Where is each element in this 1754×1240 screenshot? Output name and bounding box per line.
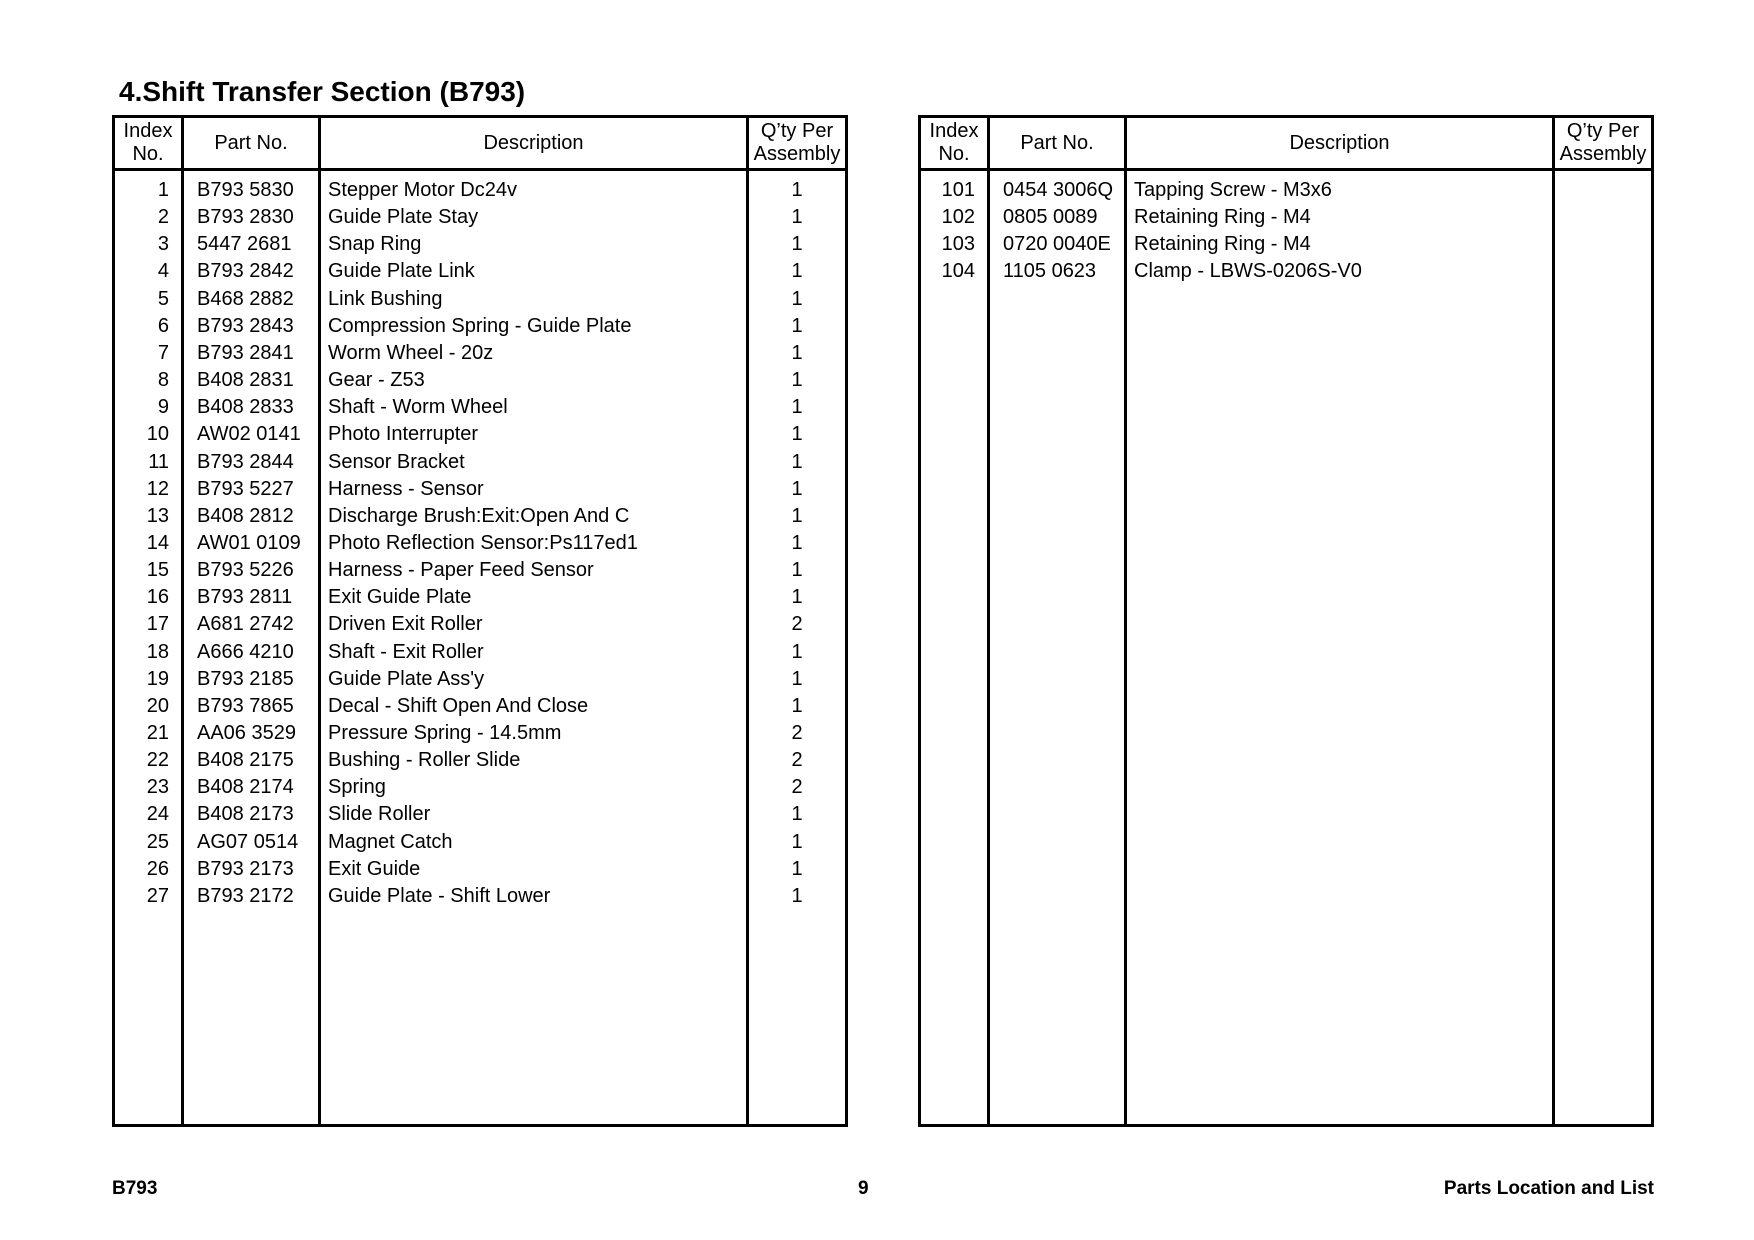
cell-part-no: B793 2843 [197,314,294,337]
table-row [115,856,845,883]
cell-qty: 1 [791,260,803,283]
cell-qty: 1 [791,423,803,446]
cell-part-no: B408 2831 [197,369,294,392]
cell-description: Slide Roller [328,803,431,826]
cell-description: Compression Spring - Guide Plate [328,314,632,337]
cell-qty: 1 [791,559,803,582]
cell-qty: 1 [791,341,803,364]
cell-index: 19 [146,667,169,690]
cell-description: Exit Guide [328,857,421,880]
table-header [921,118,1651,171]
table-row [115,313,845,340]
header-index: Index No. [929,120,979,165]
table-row [115,367,845,394]
cell-part-no: 0805 0089 [1003,206,1098,229]
table-row [115,611,845,638]
cell-index: 4 [157,260,169,283]
cell-qty: 1 [791,667,803,690]
cell-qty: 1 [791,830,803,853]
table-row [115,503,845,530]
cell-index: 21 [146,722,169,744]
cell-index: 102 [941,206,975,229]
cell-description: Sensor Bracket [328,450,465,473]
parts-table-right [918,115,1654,1127]
cell-part-no: B793 5227 [197,477,294,500]
cell-index: 6 [157,314,169,337]
cell-description: Retaining Ring - M4 [1134,206,1311,229]
cell-qty: 1 [791,694,803,717]
cell-qty: 2 [791,749,803,772]
cell-description: Stepper Motor Dc24v [328,179,517,201]
header-index: Index No. [123,120,173,165]
cell-description: Shaft - Worm Wheel [328,396,508,419]
header-description: Description [483,131,584,154]
cell-part-no: 5447 2681 [197,233,292,256]
footer-model: B793 [112,1178,158,1199]
cell-index: 103 [941,233,975,256]
cell-description: Guide Plate Ass'y [328,667,485,690]
table-row [115,584,845,611]
table-row [115,883,845,910]
cell-qty: 1 [791,287,803,310]
cell-qty: 1 [791,586,803,609]
cell-qty: 1 [791,477,803,500]
cell-index: 5 [157,287,169,310]
table-row [115,286,845,313]
table-row [115,693,845,720]
cell-index: 2 [157,206,169,229]
table-row [115,258,845,285]
cell-index: 27 [146,884,169,907]
cell-index: 14 [146,531,169,554]
cell-part-no: B468 2882 [197,287,294,310]
cell-part-no: B793 5226 [197,559,294,582]
cell-part-no: B793 2830 [197,206,294,229]
cell-part-no: B793 2185 [197,667,294,690]
page-title: 4.Shift Transfer Section (B793) [119,76,526,107]
cell-part-no: B408 2175 [197,749,294,772]
table-row [115,829,845,856]
cell-part-no: AW01 0109 [197,531,301,554]
cell-part-no: B408 2833 [197,396,294,419]
table-row [115,340,845,367]
header-part-no: Part No. [214,131,288,154]
cell-index: 9 [157,396,169,419]
cell-description: Bushing - Roller Slide [328,749,521,772]
table-row [115,747,845,774]
cell-part-no: B793 2844 [197,450,294,473]
cell-qty: 1 [791,206,803,229]
cell-part-no: 0720 0040E [1003,233,1111,256]
cell-index: 15 [146,559,169,582]
cell-qty: 1 [791,233,803,256]
footer-page-number: 9 [858,1178,869,1199]
cell-description: Retaining Ring - M4 [1134,233,1311,256]
cell-description: Clamp - LBWS-0206S-V0 [1134,260,1362,283]
cell-part-no: B793 7865 [197,694,294,717]
cell-qty: 1 [791,314,803,337]
cell-part-no: 0454 3006Q [1003,179,1114,201]
cell-part-no: B793 5830 [197,179,294,201]
table-row [115,177,845,204]
cell-description: Shaft - Exit Roller [328,640,484,663]
table-row [115,774,845,801]
cell-index: 13 [146,504,169,527]
cell-part-no: B408 2812 [197,504,294,527]
cell-description: Driven Exit Roller [328,613,483,636]
cell-qty: 1 [791,857,803,880]
header-description: Description [1289,131,1390,154]
cell-qty: 1 [791,803,803,826]
cell-index: 25 [146,830,169,853]
table-row [115,394,845,421]
cell-index: 20 [146,694,169,717]
cell-description: Worm Wheel - 20z [328,341,494,364]
cell-part-no: AA06 3529 [197,722,296,744]
table-row [921,231,1651,258]
cell-description: Link Bushing [328,287,443,310]
header-part-no: Part No. [1020,131,1094,154]
cell-qty: 2 [791,613,803,636]
cell-qty: 1 [791,884,803,907]
cell-index: 1 [157,179,169,201]
cell-description: Spring [328,776,386,799]
cell-index: 17 [146,613,169,636]
cell-part-no: AG07 0514 [197,830,299,853]
cell-part-no: A666 4210 [197,640,294,663]
cell-index: 24 [146,803,169,826]
cell-description: Tapping Screw - M3x6 [1134,179,1332,201]
cell-description: Harness - Paper Feed Sensor [328,559,594,582]
cell-description: Guide Plate Stay [328,206,479,229]
cell-index: 22 [146,749,169,772]
cell-qty: 1 [791,369,803,392]
table-row [115,476,845,503]
cell-qty: 1 [791,640,803,663]
header-qty: Q’ty Per Assembly [1559,120,1647,165]
cell-part-no: A681 2742 [197,613,294,636]
table-row [921,258,1651,285]
cell-index: 101 [941,179,975,201]
cell-index: 104 [941,260,975,283]
cell-part-no: 1105 0623 [1003,260,1097,283]
table-row [115,530,845,557]
cell-index: 16 [146,586,169,609]
table-row [115,801,845,828]
cell-description: Snap Ring [328,233,422,256]
table-row [115,231,845,258]
cell-qty: 1 [791,179,803,201]
cell-qty: 2 [791,722,803,744]
cell-part-no: AW02 0141 [197,423,301,446]
cell-qty: 2 [791,776,803,799]
cell-qty: 1 [791,531,803,554]
parts-table-left [112,115,848,1127]
cell-part-no: B793 2172 [197,884,294,907]
cell-qty: 1 [791,396,803,419]
cell-description: Gear - Z53 [328,369,425,392]
table-row [115,639,845,666]
table-row [115,720,845,747]
footer-section-title: Parts Location and List [1443,1178,1654,1199]
cell-index: 3 [157,233,169,256]
cell-description: Decal - Shift Open And Close [328,694,589,717]
cell-index: 23 [146,776,169,799]
cell-part-no: B793 2842 [197,260,294,283]
cell-index: 26 [146,857,169,880]
cell-part-no: B793 2811 [197,586,293,609]
table-row [115,666,845,693]
cell-description: Discharge Brush:Exit:Open And C [328,504,630,527]
table-row [115,449,845,476]
table-row [921,204,1651,231]
cell-description: Pressure Spring - 14.5mm [328,722,562,744]
cell-description: Guide Plate - Shift Lower [328,884,551,907]
cell-index: 7 [157,341,169,364]
cell-description: Guide Plate Link [328,260,475,283]
cell-index: 10 [146,423,169,446]
table-row [115,557,845,584]
cell-index: 11 [148,450,169,473]
cell-part-no: B793 2841 [197,341,294,364]
cell-index: 12 [146,477,169,500]
cell-qty: 1 [791,450,803,473]
cell-index: 18 [146,640,169,663]
table-row [115,204,845,231]
cell-part-no: B793 2173 [197,857,294,880]
cell-part-no: B408 2173 [197,803,294,826]
cell-description: Photo Reflection Sensor:Ps117ed1 [328,531,638,554]
cell-description: Harness - Sensor [328,477,484,500]
cell-index: 8 [157,369,169,392]
cell-description: Exit Guide Plate [328,586,472,609]
cell-description: Magnet Catch [328,830,453,853]
table-row [921,177,1651,204]
table-row [115,421,845,448]
header-qty: Q’ty Per Assembly [753,120,841,165]
cell-part-no: B408 2174 [197,776,294,799]
cell-description: Photo Interrupter [328,423,479,446]
cell-qty: 1 [791,504,803,527]
table-header [115,118,845,171]
